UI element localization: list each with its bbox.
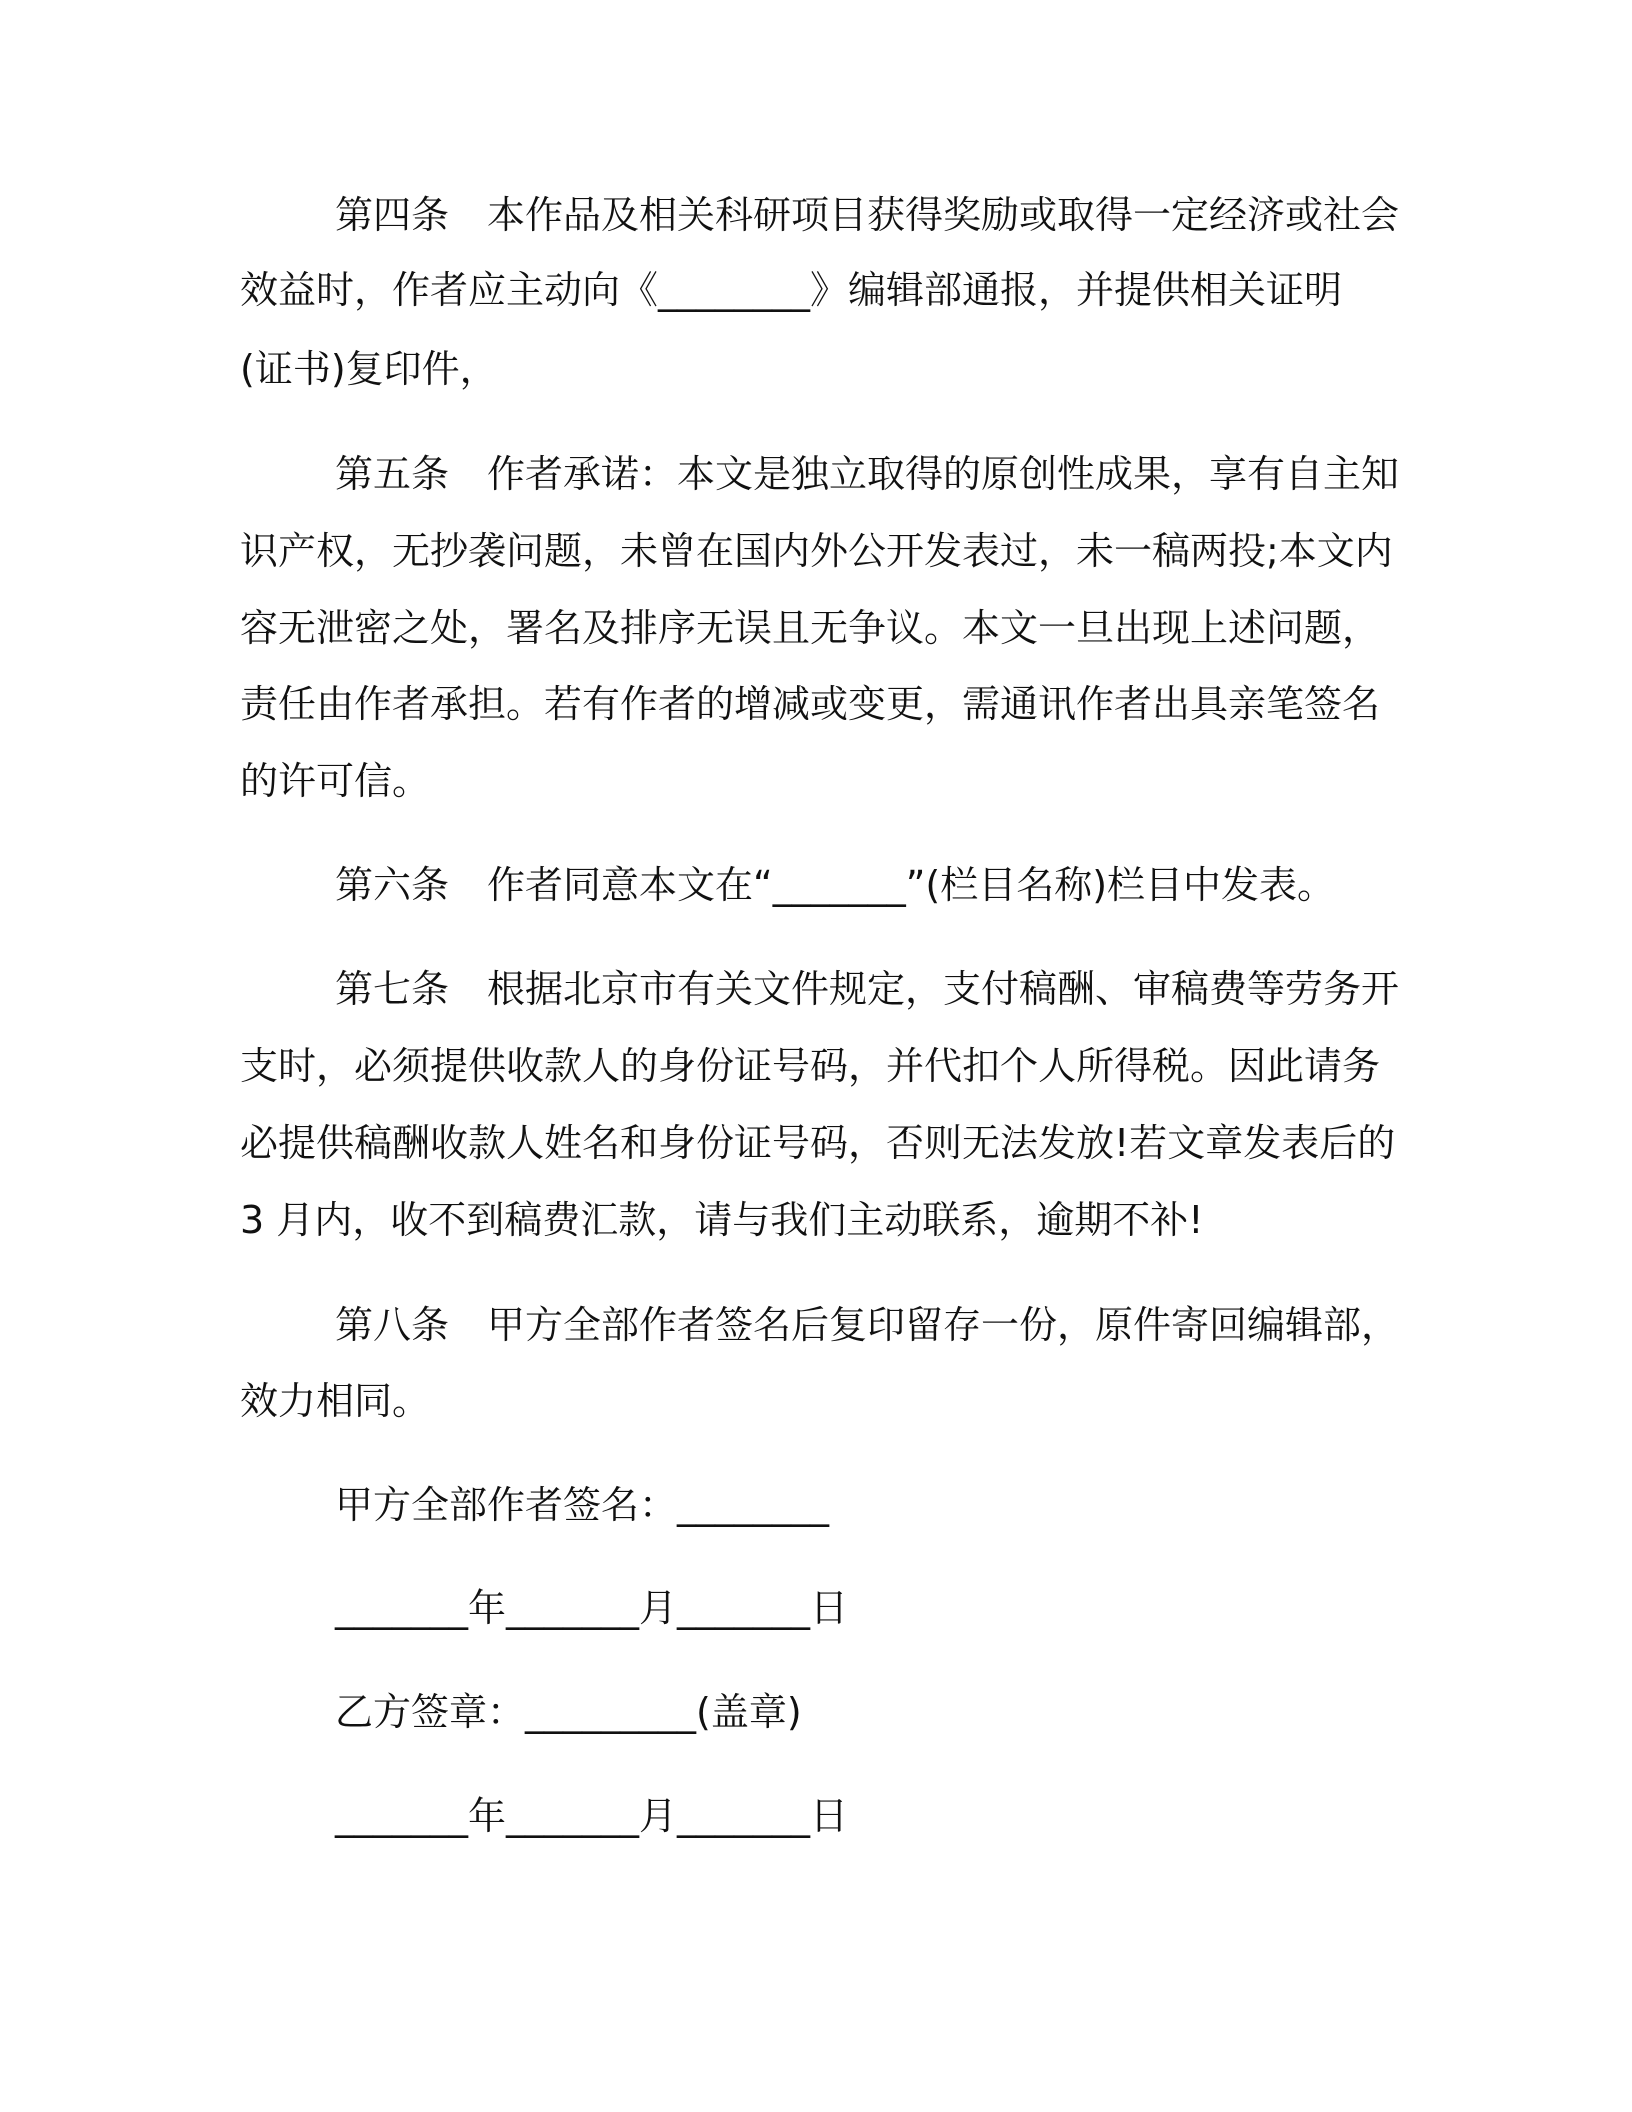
- article5-line-4: 责任由作者承担。若有作者的增减或变更，需通讯作者出具亲笔签名: [240, 682, 1381, 726]
- article7-line-3: 必提供稿酬收款人姓名和身份证号码，否则无法发放!若文章发表后的: [240, 1121, 1396, 1165]
- article5-line-1: 第五条 作者承诺：本文是独立取得的原创性成果，享有自主知: [335, 452, 1400, 496]
- article7-line-2: 支时，必须提供收款人的身份证号码，并代扣个人所得税。因此请务: [240, 1044, 1381, 1088]
- article7-line-4: 3 月内，收不到稿费汇款，请与我们主动联系，逾期不补!: [240, 1198, 1204, 1242]
- party-b-date: _______年_______月_______日: [335, 1794, 849, 1838]
- article5-line-5: 的许可信。: [240, 759, 431, 803]
- article7-line-1: 第七条 根据北京市有关文件规定，支付稿酬、审稿费等劳务开: [335, 967, 1400, 1011]
- article5-line-2: 识产权，无抄袭问题，未曾在国内外公开发表过，未一稿两投;本文内: [240, 529, 1393, 573]
- article5-line-3: 容无泄密之处，署名及排序无误且无争议。本文一旦出现上述问题，: [240, 606, 1381, 650]
- party-a-date: _______年_______月_______日: [335, 1586, 849, 1630]
- article8-line-2: 效力相同。: [240, 1379, 431, 1423]
- party-a-signature: 甲方全部作者签名：________: [335, 1483, 830, 1527]
- article6-line-1: 第六条 作者同意本文在“_______”(栏目名称)栏目中发表。: [335, 863, 1336, 907]
- article4-line-3: (证书)复印件，: [240, 347, 498, 391]
- article4-line-2: 效益时，作者应主动向《________》编辑部通报，并提供相关证明: [240, 268, 1343, 312]
- article8-line-1: 第八条 甲方全部作者签名后复印留存一份，原件寄回编辑部，: [335, 1303, 1400, 1347]
- party-b-signature: 乙方签章：_________(盖章): [335, 1690, 802, 1734]
- article4-line-1: 第四条 本作品及相关科研项目获得奖励或取得一定经济或社会: [335, 193, 1400, 237]
